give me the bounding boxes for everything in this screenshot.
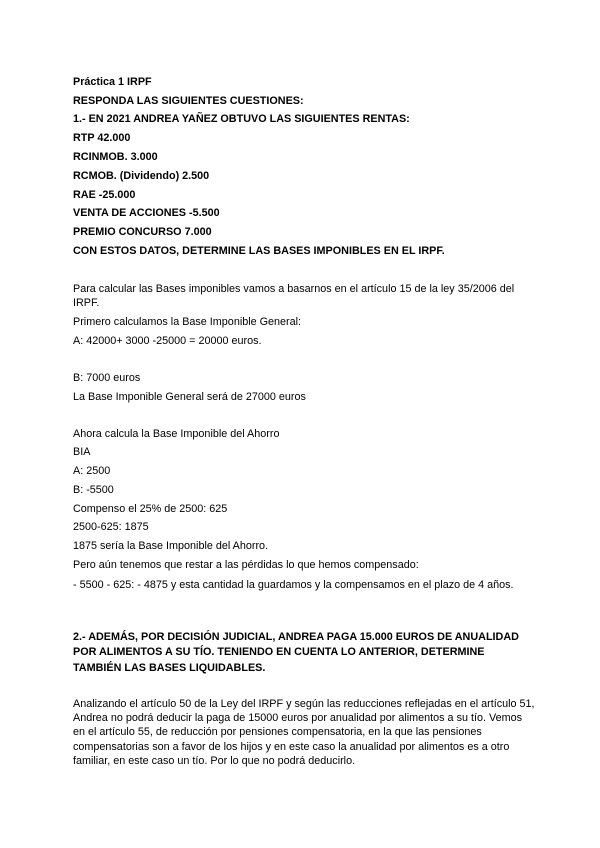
- income-item: RAE -25.000: [73, 189, 136, 201]
- compensation-line: Compenso el 25% de 2500: 625: [73, 503, 228, 515]
- subtraction-line: 2500-625: 1875: [73, 521, 149, 533]
- losses-note: Pero aún tenemos que restar a las pérdidas lo que hemos compensado:: [73, 559, 419, 571]
- income-item: RCMOB. (Dividendo) 2.500: [73, 170, 210, 182]
- section-heading: RESPONDA LAS SIGUIENTES CUESTIONES:: [73, 95, 304, 107]
- savings-base-result: 1875 sería la Base Imponible del Ahorro.: [73, 540, 269, 552]
- general-base-result: La Base Imponible General será de 27000 euros: [73, 391, 306, 403]
- question-2-text: 2.- ADEMÁS, POR DECISIÓN JUDICIAL, ANDREA PAGA 15.000 EUROS DE ANUALIDAD POR ALIMENTOS A SU TÍO. TENIENDO EN CUENTA LO ANTERIOR, DETERMINE TAMBIÉN LAS BASES LIQUIDABLES.: [73, 631, 519, 674]
- losses-calculation: - 5500 - 625: - 4875 y esta cantidad la guardamos y la compensamos en el plazo de 4 años.: [73, 579, 514, 591]
- question-1-intro: 1.- EN 2021 ANDREA YAÑEZ OBTUVO LAS SIGUIENTES RENTAS:: [73, 113, 410, 125]
- income-item: RTP 42.000: [73, 132, 131, 144]
- savings-a: A: 2500: [73, 465, 111, 477]
- general-base-b: B: 7000 euros: [73, 372, 141, 384]
- savings-bia-label: BIA: [73, 446, 91, 458]
- savings-b: B: -5500: [73, 484, 114, 496]
- savings-base-intro: Ahora calcula la Base Imponible del Ahorro: [73, 428, 280, 440]
- income-item: RCINMOB. 3.000: [73, 151, 158, 163]
- income-item: VENTA DE ACCIONES -5.500: [73, 207, 220, 219]
- general-base-a: A: 42000+ 3000 -25000 = 20000 euros.: [73, 335, 262, 347]
- income-item: PREMIO CONCURSO 7.000: [73, 226, 212, 238]
- general-base-first: Primero calculamos la Base Imponible General:: [73, 316, 302, 328]
- answer-1-intro: Para calcular las Bases imponibles vamos a basarnos en el artículo 15 de la ley 35/2006 del IRPF.: [73, 283, 515, 310]
- document-title: Práctica 1 IRPF: [73, 76, 152, 88]
- answer-2-text: Analizando el artículo 50 de la Ley del IRPF y según las reducciones reflejadas en el artículo 51, Andrea no podrá deducir la paga de 15000 euros por anualidad por alimentos a su tío. Vemos en el artículo 55, de reducción por pensiones compensatoria, en la que las pensiones compensatorias son a favor de los hijos y en este caso la anualidad por alimentos es a otro familiar, en este caso un tío. Por lo que no podrá deducirlo.: [73, 698, 535, 767]
- question-1-instruction: CON ESTOS DATOS, DETERMINE LAS BASES IMPONIBLES EN EL IRPF.: [73, 245, 445, 257]
